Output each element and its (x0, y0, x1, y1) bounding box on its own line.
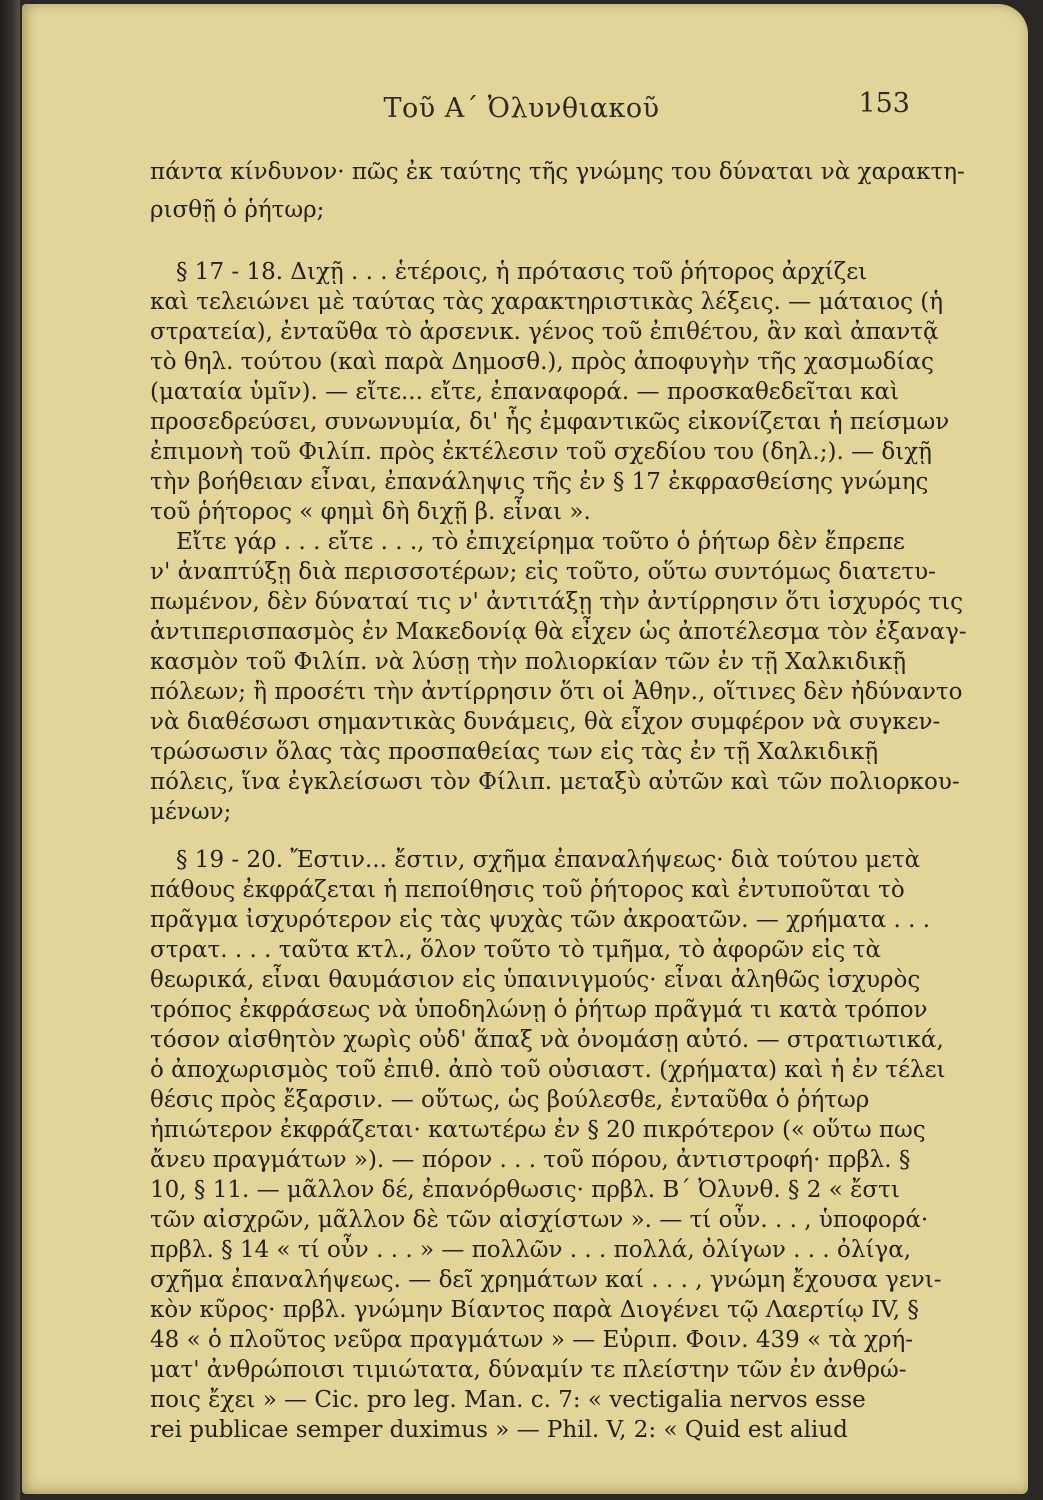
text-line: πρβλ. § 14 « τί οὖν . . . » — πολλῶν . . . πολλά, ὀλίγων . . . ὀλίγα, (150, 1237, 912, 1263)
page-number: 153 (858, 88, 910, 119)
text-line: κὸν κῦρος· πρβλ. γνώμην Βίαντος παρὰ Διογένει τῷ Λαερτίῳ IV, § (150, 1297, 919, 1323)
text-line: (ματαία ὑμῖν). — εἴτε... εἴτε, ἐπαναφορά. — προσκαθεδεῖται καὶ (150, 379, 900, 405)
text-line: στρατεία), ἐνταῦθα τὸ ἀρσενικ. γένος τοῦ ἐπιθέτου, ἂν καὶ ἀπαντᾷ (150, 319, 939, 345)
text-line: rei publicae semper duximus » — Phil. V, 2: « Quid est aliud (150, 1417, 848, 1443)
text-line: τοῦ ῥήτορος « φημὶ δὴ διχῇ β. εἶναι ». (150, 499, 591, 525)
text-line: τρόπος ἐκφράσεως νὰ ὑποδηλώνῃ ὁ ῥήτωρ πρᾶγμά τι κατὰ τρόπον (150, 997, 928, 1023)
text-line: σχῆμα ἐπαναλήψεως. — δεῖ χρημάτων καί . . . , γνώμη ἔχουσα γενι- (150, 1267, 942, 1293)
text-line: τὸ θηλ. τούτου (καὶ παρὰ Δημοσθ.), πρὸς ἀποφυγὴν τῆς χασμωδίας (150, 349, 934, 375)
text-line: καὶ τελειώνει μὲ ταύτας τὰς χαρακτηριστικὰς λέξεις. — μάταιος (ἡ (150, 289, 944, 315)
text-line: θεωρικά, εἶναι θαυμάσιον εἰς ὑπαινιγμούς· εἶναι ἀληθῶς ἰσχυρὸς (150, 967, 921, 993)
text-line: ἄνευ πραγμάτων »). — πόρον . . . τοῦ πόρου, ἀντιστροφή· πρβλ. § (150, 1147, 911, 1173)
paragraph-start: Εἴτε γάρ . . . εἴτε . . ., τὸ ἐπιχείρημα τοῦτο ὁ ῥήτωρ δὲν ἔπρεπε (176, 529, 905, 555)
book-spine-edge (0, 0, 20, 1500)
text-line: ἠπιώτερον ἐκφράζεται· κατωτέρω ἐν § 20 πικρότερον (« οὕτω πως (150, 1117, 926, 1143)
text-line: 10, § 11. — μᾶλλον δέ, ἐπανόρθωσις· πρβλ. Β΄ Ὀλυνθ. § 2 « ἔστι (150, 1177, 900, 1203)
text-line: τρώσωσιν ὅλας τὰς προσπαθείας των εἰς τὰς ἐν τῇ Χαλκιδικῇ (150, 739, 879, 765)
text-line: νὰ διαθέσωσι σημαντικὰς δυνάμεις, θὰ εἶχον συμφέρον νὰ συγκεν- (150, 709, 941, 735)
text-line: ἐπιμονὴ τοῦ Φιλίπ. πρὸς ἐκτέλεσιν τοῦ σχεδίου του (δηλ.;). — διχῇ (150, 439, 932, 465)
text-line: τόσον αἰσθητὸν χωρὶς οὐδ' ἅπαξ νὰ ὀνομάσῃ αὐτό. — στρατιωτικά, (150, 1027, 944, 1053)
section-heading-17-18: § 17 - 18. Διχῇ . . . ἑτέροις, ἡ πρότασις τοῦ ῥήτορος ἀρχίζει (176, 259, 868, 285)
text-line: ν' ἀναπτύξῃ διὰ περισσοτέρων; εἰς τοῦτο, οὕτω συντόμως διατετυ- (150, 559, 936, 585)
text-line: στρατ. . . . ταῦτα κτλ., ὅλον τοῦτο τὸ τμῆμα, τὸ ἀφορῶν εἰς τὰ (150, 937, 881, 963)
text-line: πόλεων; ἢ προσέτι τὴν ἀντίρρησιν ὅτι οἱ Ἀθην., οἵτινες δὲν ἠδύναντο (150, 679, 963, 705)
text-line: θέσις πρὸς ἔξαρσιν. — οὕτως, ὡς βούλεσθε, ἐνταῦθα ὁ ῥήτωρ (150, 1087, 870, 1113)
text-line: πρᾶγμα ἰσχυρότερον εἰς τὰς ψυχὰς τῶν ἀκροατῶν. — χρήματα . . . (150, 907, 931, 933)
text-line: ρισθῇ ὁ ῥήτωρ; (150, 197, 325, 223)
text-line: πόλεις, ἵνα ἐγκλείσωσι τὸν Φίλιπ. μεταξὺ αὐτῶν καὶ τῶν πολιορκου- (150, 769, 960, 795)
text-line: τῶν αἰσχρῶν, μᾶλλον δὲ τῶν αἰσχίστων ». — τί οὖν. . . , ὑποφορά· (150, 1207, 929, 1233)
text-line: ποις ἔχει » — Cic. pro leg. Man. c. 7: « vectigalia nervos esse (150, 1387, 866, 1413)
text-line: πάντα κίνδυνον· πῶς ἐκ ταύτης τῆς γνώμης του δύναται νὰ χαρακτη- (150, 159, 965, 185)
text-line: ματ' ἀνθρώποισι τιμιώτατα, δύναμίν τε πλείστην τῶν ἐν ἀνθρώ- (150, 1357, 907, 1383)
text-line: πάθους ἐκφράζεται ἡ πεποίθησις τοῦ ῥήτορος καὶ ἐντυποῦται τὸ (150, 877, 905, 903)
section-heading-19-20: § 19 - 20. Ἔστιν... ἔστιν, σχῆμα ἐπαναλήψεως· διὰ τούτου μετὰ (176, 847, 921, 873)
text-line: προσεδρεύσει, συνωνυμία, δι' ἧς ἐμφαντικῶς εἰκονίζεται ἡ πείσμων (150, 409, 950, 435)
text-line: ὁ ἀποχωρισμὸς τοῦ ἐπιθ. ἀπὸ τοῦ οὐσιαστ. (χρήματα) καὶ ἡ ἐν τέλει (150, 1057, 946, 1083)
text-line: μένων; (150, 799, 232, 825)
text-line: κασμὸν τοῦ Φιλίπ. νὰ λύσῃ τὴν πολιορκίαν τῶν ἐν τῇ Χαλκιδικῇ (150, 649, 907, 675)
text-line: τὴν βοήθειαν εἶναι, ἐπανάληψις τῆς ἐν § 17 ἐκφρασθείσης γνώμης (150, 469, 929, 495)
text-line: πωμένον, δὲν δύναταί τις ν' ἀντιτάξῃ τὴν ἀντίρρησιν ὅτι ἰσχυρός τις (150, 589, 964, 615)
text-line: ἀντιπερισπασμὸς ἐν Μακεδονίᾳ θὰ εἶχεν ὡς ἀποτέλεσμα τὸν ἐξαναγ- (150, 619, 967, 645)
running-header-title: Τοῦ Α΄ Ὀλυνθιακοῦ (383, 93, 660, 124)
text-line: 48 « ὁ πλοῦτος νεῦρα πραγμάτων » — Εὐριπ. Φοιν. 439 « τὰ χρή- (150, 1327, 914, 1353)
